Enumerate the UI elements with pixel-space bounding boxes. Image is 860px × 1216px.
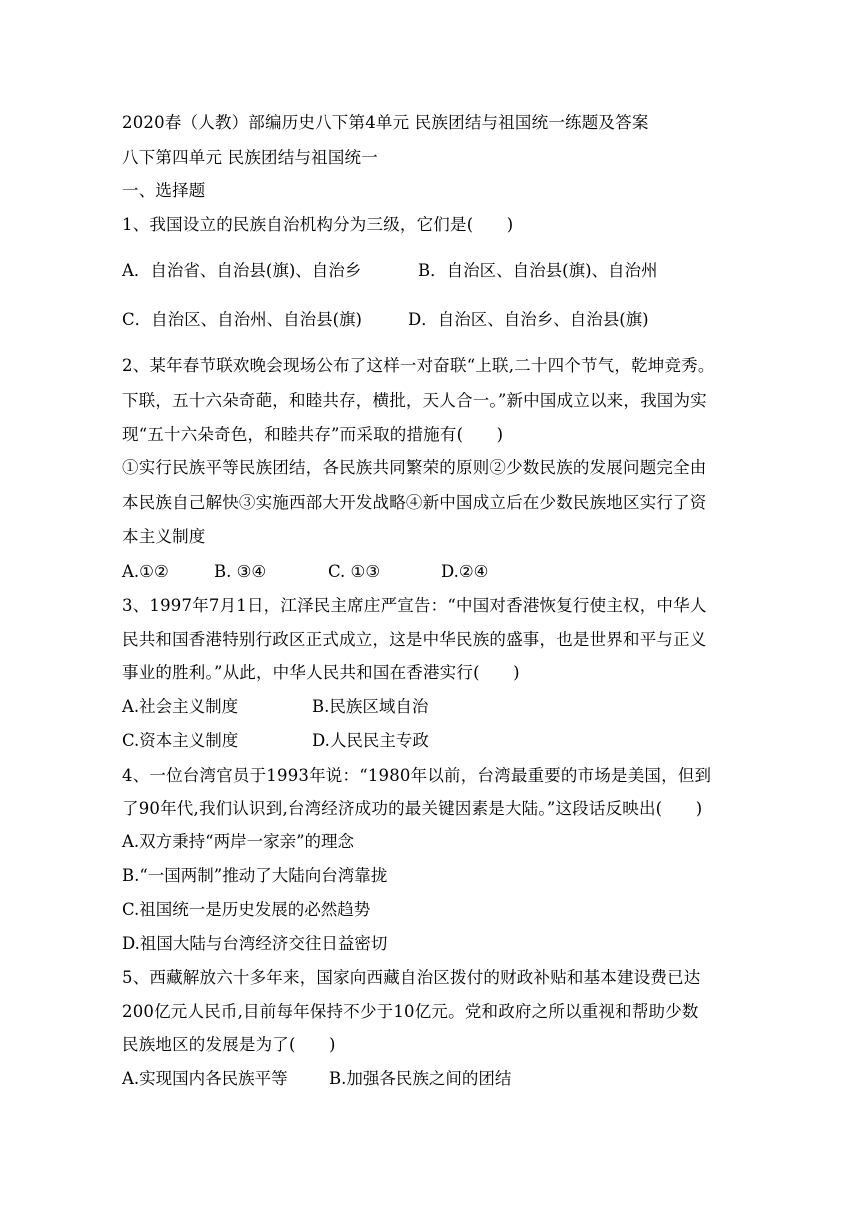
question-1-option-c: C．自治区、自治州、自治县(旗) xyxy=(122,310,362,329)
question-2-statement-line-1: ①实行民族平等民族团结，各民族共同繁荣的原则②少数民族的发展问题完全由 xyxy=(122,458,707,477)
question-5-stem-line-3: 民族地区的发展是为了( ) xyxy=(122,1035,336,1054)
question-5-option-a: A.实现国内各民族平等 xyxy=(122,1069,288,1088)
question-5-stem-line-2: 200亿元人民币,目前每年保持不少于10亿元。党和政府之所以重视和帮助少数 xyxy=(122,1002,699,1021)
question-4-stem-line-2: 了90年代,我们认识到,台湾经济成功的最关键因素是大陆。”这段话反映出( ) xyxy=(122,799,703,818)
question-1-option-d: D．自治区、自治乡、自治县(旗) xyxy=(408,310,649,329)
section-heading: 一、选择题 xyxy=(122,181,206,200)
question-4-option-b: B.“一国两制”推动了大陆向台湾靠拢 xyxy=(122,866,388,885)
question-4-option-c: C.祖国统一是历史发展的必然趋势 xyxy=(122,900,371,919)
question-3-option-c: C.资本主义制度 xyxy=(122,731,239,750)
question-3-stem-line-3: 事业的胜利。”从此，中华人民共和国在香港实行( ) xyxy=(122,663,520,682)
document-title: 2020春（人教）部编历史八下第4单元 民族团结与祖国统一练题及答案 xyxy=(122,113,649,132)
question-2-stem-line-3: 现“五十六朵奇色，和睦共存”而采取的措施有( ) xyxy=(122,425,504,444)
question-4-stem-line-1: 4、一位台湾官员于1993年说：“1980年以前，台湾最重要的市场是美国，但到 xyxy=(122,766,712,785)
question-3-stem-line-2: 民共和国香港特别行政区正式成立，这是中华民族的盛事，也是世界和平与正义 xyxy=(122,630,707,649)
question-4-option-d: D.祖国大陆与台湾经济交往日益密切 xyxy=(122,934,388,953)
question-3-option-a: A.社会主义制度 xyxy=(122,697,239,716)
question-3-stem-line-1: 3、1997年7月1日，江泽民主席庄严宣告：“中国对香港恢复行使主权，中华人 xyxy=(122,596,707,615)
question-2-option-a: A.①② xyxy=(122,562,169,581)
question-3-option-d: D.人民民主专政 xyxy=(312,731,429,750)
question-2-statement-line-2: 本民族自己解快③实施西部大开发战略④新中国成立后在少数民族地区实行了资 xyxy=(122,493,707,512)
question-4-option-a: A.双方秉持“两岸一家亲”的理念 xyxy=(122,832,355,851)
question-5-stem-line-1: 5、西藏解放六十多年来，国家向西藏自治区拨付的财政补贴和基本建设费已达 xyxy=(122,968,701,987)
question-2-stem-line-1: 2、某年春节联欢晚会现场公布了这样一对奋联“上联,二十四个节气，乾坤竞秀。 xyxy=(122,356,715,375)
question-2-option-b: B. ③④ xyxy=(214,562,267,581)
question-5-option-b: B.加强各民族之间的团结 xyxy=(329,1069,512,1088)
question-1-option-a: A．自治省、自治县(旗)、自治乡 xyxy=(122,261,362,280)
question-2-stem-line-2: 下联，五十六朵奇葩，和睦共存，横批，天人合一。”新中国成立以来，我国为实 xyxy=(122,391,707,410)
question-1-stem: 1、我国设立的民族自治机构分为三级，它们是( ) xyxy=(122,215,514,234)
question-2-option-c: C. ①③ xyxy=(328,562,381,581)
question-1-option-b: B．自治区、自治县(旗)、自治州 xyxy=(418,261,658,280)
question-2-option-d: D.②④ xyxy=(441,562,489,581)
question-3-option-b: B.民族区域自治 xyxy=(312,697,429,716)
unit-subtitle: 八下第四单元 民族团结与祖国统一 xyxy=(122,148,378,167)
question-2-statement-line-3: 本主义制度 xyxy=(122,527,206,546)
